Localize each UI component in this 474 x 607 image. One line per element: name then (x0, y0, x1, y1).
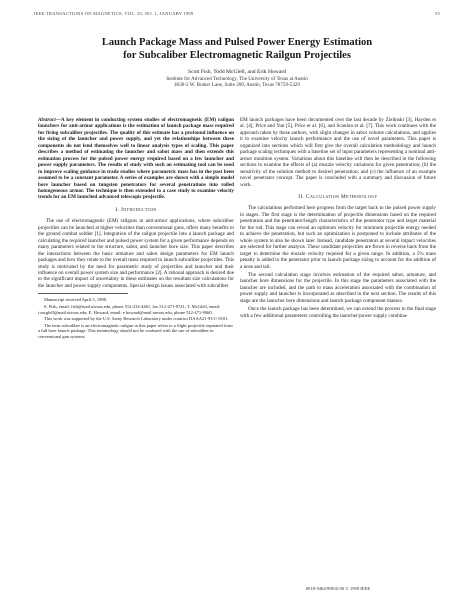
right-column (240, 117, 436, 321)
affiliation-line-2: 4030-2 W. Braker Lane, Suite 200, Austin, Texas 78759-5329 (174, 82, 300, 89)
section-heading-introduction: I. Introduction (115, 206, 157, 213)
left-column (38, 117, 234, 340)
methodology-paragraph-1: The calculations performed here progress from the target back to the pulsed power supply in stages. The first stage is the determination of projectile dimensions based on the required penetration and the penetrator/length characteristics of the penetrator type and target material for the rod. This stage can reveal an optimum velocity for minimum projectile energy needed to achieve the penetration, but such an optimization is postponed to include attributes of the whole system to also be shown later. Instead, candidate penetrators at several impact velocities are selected for further analysis. These candidate projectiles are flown in reverse back from the target to determine the muzzle velocity required for a given range. In addition, a 5% mass penalty is added to the penetrator prior to launch package sizing to account for the addition of a nose and tail. (240, 205, 436, 270)
paper-title-line-2: for Subcaliber Electromagnetic Railgun Projectiles (123, 50, 351, 61)
intro-continued-paragraph: EM launch packages have been documented over the last decade by Zielinski [3], Hayden et al. [4], Price and Yun [5], Price et al. [6], and Scanlon et al. [7]. This work continues with the approach taken by these authors, with slight changes in sabot volume calculations, and applies it to examine velocity launch performance and the use of novel parameters. This paper is organized into sections which will first give the overall calculation methodology and launch package scaling techniques with a baseline set of input parameters representing a nominal anti-armor munition system. Variations about this baseline will then be described in the following sections to examine the effects of (a) muzzle velocity variations for given penetration; (b) the sensitivity of the solution method to desired penetration; and (c) the influence of an example novel penetrator concept. The paper is concluded with a summary and discussion of future work. (240, 117, 436, 188)
footnote-4: The term subcaliber is an electromagnetic railgun in this paper refers to a flight projectile separated from a full bore launch package. This terminology should not be confused with the use of subcaliber in conventional gun systems. (38, 322, 233, 339)
paper-title-line-1: Launch Package Mass and Pulsed Power Energy Estimation (101, 37, 373, 48)
title-block (40, 36, 434, 89)
methodology-paragraph-2: The second calculation stage involves estimation of the required sabot, armature, and launcher bore dimensions for the projectile. In this stage the parameters associated with the launcher are included, and the path to mass acceleration associated with the combination of power supply and launcher is incorporated as described in the next section. The results of this stage are the launcher bore dimensions and launch package component masses. (240, 271, 436, 304)
footnotes (38, 297, 234, 339)
author-list: Scott Fish, Todd McGlell, and Erik Howard (187, 69, 286, 75)
copyright-line: 0018-9464/99$10.00 © 1999 IEEE (305, 586, 371, 591)
footnote-3: This work was supported by the U.S. Army Research Laboratory under contract DAAA21-93-C-0101. (44, 316, 229, 322)
intro-paragraph: The use of electromagnetic (EM) railguns in anti-armor applications, where subcaliber projectiles can be launched at higher velocities than conventional guns, offers many benefits to the ground combat soldier [1]. Integration of the railgun projectile into a launch package and calculating the required launcher and pulsed power system for a given performance depends on many parameters related to the structure, sabot, and launcher bore size. This paper describes the interactions between the basic armature and sabot design parameters for EM launch packages and how they relate to the overall mass required to launch subcaliber projectiles. This study is motivated by the need for parametric study of projectiles and launcher and their influence on overall power system size and performance [2]. A rational approach is desired due to the significant impact of uncertainty in these estimates on the resultant size calculations for the launcher and power supply components. Special design issues associated with subcaliber (38, 218, 234, 289)
affiliation-line-1: Institute for Advanced Technology, The University of Texas at Austin (166, 76, 308, 82)
abstract-label: Abstract (38, 117, 56, 123)
footnote-2: S. Fish, email: fish@mail.utexas.edu, phone 512-232-4461, fax 512-471-0741; T. McGlell, email: t.mcglell@mail.utexas.edu; E. Howard, email: e.howard@mail.utexas.edu, phone 512-471-9060. (38, 303, 221, 315)
running-head (34, 11, 440, 16)
methodology-paragraph-3: Once the launch package has been determined, we can extend the process to the final stage with a few additional parameters controlling the launcher/power supply combina- (240, 306, 436, 319)
running-head-left: IEEE TRANSACTIONS ON MAGNETICS, VOL. 35, NO. 1, JANUARY 1999 (34, 11, 194, 16)
abstract-text: —A key element in conducting system studies of electromagnetic (EM) railgun launchers for anti-armor applications is the estimation of launch package mass required for firing subcaliber projectiles. The quality of this estimate has a profound influence on the sizing of the launcher and power supply, and yet the relationships between these components do not lend themselves well to linear analysis types of scaling. This paper describes a method of estimating the launcher and sabot mass and then extends this estimation process for the pulsed power energy required based on a few launcher and power supply parameters. The results of study with such an estimating tool can be used to improve scaling guidance in trade studies where parametric mass has in the past been assumed to be a constant parameter. A series of examples are shown with a simple model bore launcher based on tungsten penetrators for several penetrations into rolled homogeneous armor. The technique is then extended to a case study to examine velocity trends for an EM launched advanced telescopic projectile. (38, 117, 234, 201)
abstract (38, 117, 234, 201)
paper-title (40, 36, 434, 62)
page-number: 55 (435, 11, 440, 16)
footnote-1: Manuscript received April 5, 1998. (44, 297, 107, 303)
section-heading-methodology: II. Calculation Methodology (298, 193, 378, 200)
